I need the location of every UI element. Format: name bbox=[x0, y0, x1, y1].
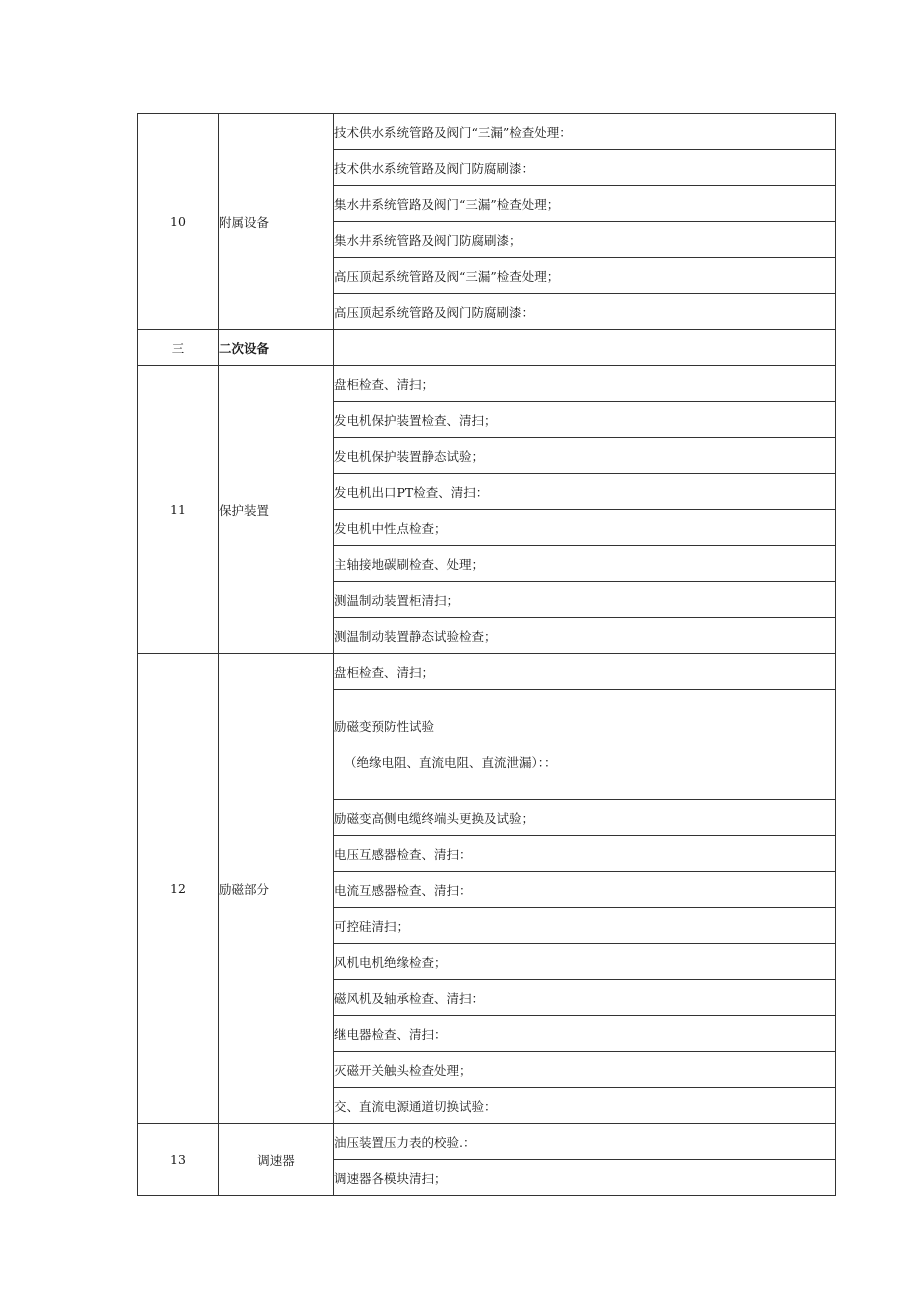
task-cell: 技术供水系统管路及阀门防腐刷漆： bbox=[334, 150, 836, 186]
table-row bbox=[138, 1124, 836, 1160]
item-name: 附属设备 bbox=[219, 114, 334, 330]
item-number: 10 bbox=[138, 114, 219, 330]
task-cell: 励磁变高侧电缆终端头更换及试验； bbox=[334, 800, 836, 836]
task-cell: 高压顶起系统管路及阀“三漏”检查处理； bbox=[334, 258, 836, 294]
section-row bbox=[138, 330, 836, 366]
task-cell bbox=[334, 330, 836, 366]
task-cell: 集水井系统管路及阀门防腐刷漆； bbox=[334, 222, 836, 258]
task-cell: 电压互感器检查、清扫： bbox=[334, 836, 836, 872]
task-cell: 发电机出口PT检查、清扫： bbox=[334, 474, 836, 510]
task-line: （绝缘电阻、直流电阻、直流泄漏）：： bbox=[344, 754, 557, 770]
item-number: 11 bbox=[138, 366, 219, 654]
table-row bbox=[138, 654, 836, 690]
task-cell-multiline bbox=[334, 690, 836, 800]
task-cell: 可控硅清扫； bbox=[334, 908, 836, 944]
task-cell: 技术供水系统管路及阀门“三漏”检查处理： bbox=[334, 114, 836, 150]
task-cell: 盘柜检查、清扫； bbox=[334, 366, 836, 402]
item-name: 调速器 bbox=[219, 1124, 334, 1196]
task-cell: 风机电机绝缘检查； bbox=[334, 944, 836, 980]
task-cell: 盘柜检查、清扫； bbox=[334, 654, 836, 690]
table-row bbox=[138, 114, 836, 150]
table-row bbox=[138, 366, 836, 402]
task-line: 励磁变预防性试验 bbox=[334, 718, 435, 734]
task-cell: 发电机保护装置静态试验； bbox=[334, 438, 836, 474]
maintenance-table bbox=[137, 113, 836, 1196]
task-cell: 发电机中性点检查； bbox=[334, 510, 836, 546]
task-cell: 调速器各模块清扫； bbox=[334, 1160, 836, 1196]
task-cell: 测温制动装置柜清扫； bbox=[334, 582, 836, 618]
task-cell: 集水井系统管路及阀门“三漏”检查处理； bbox=[334, 186, 836, 222]
task-cell: 高压顶起系统管路及阀门防腐刷漆： bbox=[334, 294, 836, 330]
task-cell: 继电器检查、清扫： bbox=[334, 1016, 836, 1052]
section-name: 二次设备 bbox=[219, 330, 334, 366]
task-cell: 油压装置压力表的校验.： bbox=[334, 1124, 836, 1160]
task-cell: 电流互感器检查、清扫： bbox=[334, 872, 836, 908]
section-number: 三 bbox=[138, 330, 219, 366]
item-number: 13 bbox=[138, 1124, 219, 1196]
task-cell: 主轴接地碳刷检查、处理； bbox=[334, 546, 836, 582]
task-cell: 磁风机及轴承检查、清扫： bbox=[334, 980, 836, 1016]
task-cell: 发电机保护装置检查、清扫； bbox=[334, 402, 836, 438]
task-cell: 测温制动装置静态试验检查； bbox=[334, 618, 836, 654]
item-name: 励磁部分 bbox=[219, 654, 334, 1124]
item-name: 保护装置 bbox=[219, 366, 334, 654]
item-number: 12 bbox=[138, 654, 219, 1124]
task-cell: 交、直流电源通道切换试验： bbox=[334, 1088, 836, 1124]
task-cell: 灭磁开关触头检查处理； bbox=[334, 1052, 836, 1088]
